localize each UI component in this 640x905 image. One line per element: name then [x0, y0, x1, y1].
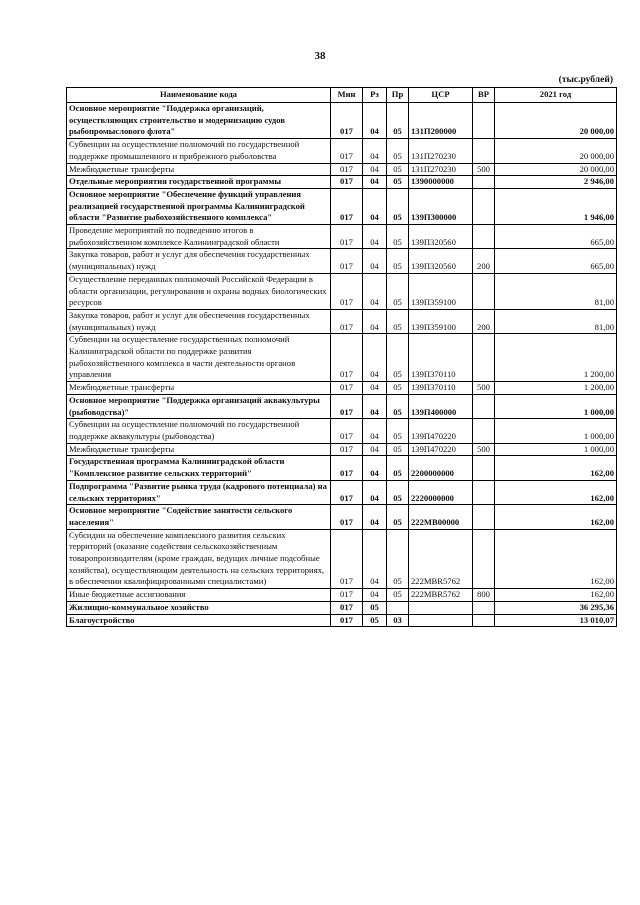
cell-csr: 222MBR5762: [409, 529, 473, 589]
cell-vr: [473, 334, 495, 382]
cell-csr: 139П470220: [409, 443, 473, 456]
cell-name: Государственная программа Калининградской области "Комплексное развитие сельских территорий": [67, 456, 331, 480]
cell-csr: 222MB00000: [409, 505, 473, 529]
cell-sum: 162,00: [495, 589, 617, 602]
cell-vr: [473, 176, 495, 189]
table-body: [67, 103, 617, 627]
header-rz: Рз: [363, 88, 387, 103]
table-row: [67, 334, 617, 382]
cell-sum: 162,00: [495, 480, 617, 504]
header-year: 2021 год: [495, 88, 617, 103]
cell-rz: 04: [363, 334, 387, 382]
cell-name: Межбюджетные трансферты: [67, 382, 331, 395]
cell-sum: 36 295,36: [495, 601, 617, 614]
table-header-row: [67, 88, 617, 103]
cell-sum: 1 200,00: [495, 334, 617, 382]
header-min: Мин: [331, 88, 363, 103]
cell-min: 017: [331, 103, 363, 139]
cell-csr: 139П370110: [409, 382, 473, 395]
cell-vr: [473, 614, 495, 627]
cell-name: Жилищно-коммунальное хозяйство: [67, 601, 331, 614]
cell-name: Основное мероприятие "Поддержка организаций аквакультуры (рыбоводства)": [67, 394, 331, 418]
cell-rz: 04: [363, 273, 387, 309]
cell-rz: 04: [363, 394, 387, 418]
cell-pr: 03: [387, 614, 409, 627]
cell-rz: 04: [363, 505, 387, 529]
cell-rz: 04: [363, 589, 387, 602]
cell-name: Закупка товаров, работ и услуг для обеспечения государственных (муниципальных) нужд: [67, 249, 331, 273]
cell-pr: 05: [387, 176, 409, 189]
cell-rz: 04: [363, 382, 387, 395]
cell-sum: 81,00: [495, 273, 617, 309]
cell-csr: 131П200000: [409, 103, 473, 139]
cell-pr: 05: [387, 443, 409, 456]
cell-min: 017: [331, 188, 363, 224]
cell-rz: 04: [363, 529, 387, 589]
cell-min: 017: [331, 163, 363, 176]
cell-pr: 05: [387, 394, 409, 418]
cell-min: 017: [331, 382, 363, 395]
cell-vr: [473, 456, 495, 480]
cell-vr: 200: [473, 249, 495, 273]
header-vr: ВР: [473, 88, 495, 103]
cell-rz: 05: [363, 601, 387, 614]
table-row: [67, 103, 617, 139]
cell-rz: 04: [363, 480, 387, 504]
cell-name: Межбюджетные трансферты: [67, 443, 331, 456]
cell-csr: [409, 614, 473, 627]
cell-csr: 131П270230: [409, 163, 473, 176]
cell-min: 017: [331, 394, 363, 418]
page-number: 38: [314, 50, 326, 62]
cell-rz: 04: [363, 103, 387, 139]
cell-name: Основное мероприятие "Обеспечение функций управления реализацией государственной программы Калининградской области "Развитие рыбохозяйственного комплекса": [67, 188, 331, 224]
cell-pr: 05: [387, 480, 409, 504]
cell-rz: 05: [363, 614, 387, 627]
cell-pr: [387, 601, 409, 614]
cell-name: Проведение мероприятий по подведению итогов в рыбохозяйственном комплексе Калининградской области: [67, 225, 331, 249]
cell-min: 017: [331, 176, 363, 189]
cell-sum: 20 000,00: [495, 163, 617, 176]
cell-vr: [473, 601, 495, 614]
cell-vr: [473, 480, 495, 504]
cell-rz: 04: [363, 176, 387, 189]
cell-min: 017: [331, 614, 363, 627]
cell-pr: 05: [387, 456, 409, 480]
cell-name: Основное мероприятие "Содействие занятости сельского населения": [67, 505, 331, 529]
cell-pr: 05: [387, 529, 409, 589]
table-row: [67, 443, 617, 456]
table-row: [67, 382, 617, 395]
cell-csr: 139П300000: [409, 188, 473, 224]
cell-vr: 500: [473, 163, 495, 176]
table-row: [67, 480, 617, 504]
budget-table: [66, 87, 617, 627]
cell-rz: 04: [363, 139, 387, 163]
table-row: [67, 273, 617, 309]
cell-vr: 200: [473, 309, 495, 333]
cell-pr: 05: [387, 139, 409, 163]
cell-sum: 2 946,00: [495, 176, 617, 189]
cell-csr: 131П270230: [409, 139, 473, 163]
cell-rz: 04: [363, 225, 387, 249]
cell-sum: 162,00: [495, 456, 617, 480]
cell-vr: 800: [473, 589, 495, 602]
cell-vr: 500: [473, 382, 495, 395]
cell-name: Субвенции на осуществление полномочий по государственной поддержке промышленного и прибрежного рыболовства: [67, 139, 331, 163]
cell-csr: 139П320560: [409, 225, 473, 249]
table-row: [67, 139, 617, 163]
cell-csr: [409, 601, 473, 614]
cell-csr: 139П470220: [409, 419, 473, 443]
table-row: [67, 225, 617, 249]
cell-min: 017: [331, 139, 363, 163]
cell-pr: 05: [387, 589, 409, 602]
cell-min: 017: [331, 443, 363, 456]
cell-min: 017: [331, 419, 363, 443]
cell-csr: 2220000000: [409, 480, 473, 504]
cell-csr: 139П359100: [409, 309, 473, 333]
cell-name: Межбюджетные трансферты: [67, 163, 331, 176]
table-row: [67, 249, 617, 273]
cell-sum: 162,00: [495, 505, 617, 529]
cell-csr: 2200000000: [409, 456, 473, 480]
cell-pr: 05: [387, 309, 409, 333]
header-pr: Пр: [387, 88, 409, 103]
cell-min: 017: [331, 601, 363, 614]
table-row: [67, 456, 617, 480]
cell-name: Субвенции на осуществление государственных полномочий Калининградской области по поддержке развития рыбохозяйственного комплекса в части деятельности органов управления: [67, 334, 331, 382]
cell-min: 017: [331, 529, 363, 589]
cell-name: Основное мероприятие "Поддержка организаций, осуществляющих строительство и модернизацию судов рыбопромыслового флота": [67, 103, 331, 139]
cell-rz: 04: [363, 188, 387, 224]
table-row: [67, 188, 617, 224]
cell-csr: 1390000000: [409, 176, 473, 189]
cell-min: 017: [331, 249, 363, 273]
cell-sum: 1 000,00: [495, 443, 617, 456]
cell-name: Субвенции на осуществление полномочий по государственной поддержке аквакультуры (рыбоводства): [67, 419, 331, 443]
cell-min: 017: [331, 225, 363, 249]
cell-name: Подпрограмма "Развитие рынка труда (кадрового потенциала) на сельских территориях": [67, 480, 331, 504]
cell-pr: 05: [387, 505, 409, 529]
header-name: Наименование кода: [67, 88, 331, 103]
cell-vr: [473, 505, 495, 529]
cell-vr: [473, 139, 495, 163]
table-row: [67, 176, 617, 189]
cell-csr: 139П359100: [409, 273, 473, 309]
cell-vr: 500: [473, 443, 495, 456]
table-row: [67, 163, 617, 176]
cell-sum: 1 200,00: [495, 382, 617, 395]
cell-pr: 05: [387, 188, 409, 224]
cell-sum: 1 946,00: [495, 188, 617, 224]
table-row: [67, 394, 617, 418]
cell-min: 017: [331, 273, 363, 309]
cell-min: 017: [331, 505, 363, 529]
table-row: [67, 309, 617, 333]
cell-csr: 222MBR5762: [409, 589, 473, 602]
cell-pr: 05: [387, 419, 409, 443]
cell-min: 017: [331, 309, 363, 333]
cell-name: Иные бюджетные ассигнования: [67, 589, 331, 602]
cell-rz: 04: [363, 456, 387, 480]
cell-sum: 162,00: [495, 529, 617, 589]
table-row: [67, 601, 617, 614]
cell-name: Благоустройство: [67, 614, 331, 627]
table-row: [67, 589, 617, 602]
header-csr: ЦСР: [409, 88, 473, 103]
cell-pr: 05: [387, 273, 409, 309]
cell-sum: 1 000,00: [495, 419, 617, 443]
cell-csr: 139П320560: [409, 249, 473, 273]
units-label: (тыс.рублей): [558, 75, 613, 85]
cell-name: Осуществление переданных полномочий Российской Федерации в области организации, регулирования и охраны водных биологических ресурсов: [67, 273, 331, 309]
cell-pr: 05: [387, 249, 409, 273]
cell-vr: [473, 225, 495, 249]
cell-pr: 05: [387, 225, 409, 249]
cell-csr: 139П400000: [409, 394, 473, 418]
cell-vr: [473, 394, 495, 418]
cell-sum: 20 000,00: [495, 103, 617, 139]
cell-vr: [473, 188, 495, 224]
cell-rz: 04: [363, 443, 387, 456]
cell-sum: 1 000,00: [495, 394, 617, 418]
cell-name: Отдельные мероприятия государственной программы: [67, 176, 331, 189]
cell-min: 017: [331, 456, 363, 480]
cell-vr: [473, 103, 495, 139]
cell-vr: [473, 419, 495, 443]
table-row: [67, 419, 617, 443]
cell-sum: 20 000,00: [495, 139, 617, 163]
cell-vr: [473, 273, 495, 309]
cell-sum: 81,00: [495, 309, 617, 333]
cell-name: Закупка товаров, работ и услуг для обеспечения государственных (муниципальных) нужд: [67, 309, 331, 333]
cell-pr: 05: [387, 163, 409, 176]
cell-min: 017: [331, 334, 363, 382]
cell-pr: 05: [387, 382, 409, 395]
cell-sum: 665,00: [495, 225, 617, 249]
cell-min: 017: [331, 589, 363, 602]
cell-csr: 139П370110: [409, 334, 473, 382]
cell-rz: 04: [363, 163, 387, 176]
table-row: [67, 614, 617, 627]
cell-sum: 13 010,07: [495, 614, 617, 627]
table-row: [67, 529, 617, 589]
cell-vr: [473, 529, 495, 589]
cell-pr: 05: [387, 103, 409, 139]
cell-rz: 04: [363, 249, 387, 273]
cell-pr: 05: [387, 334, 409, 382]
cell-rz: 04: [363, 419, 387, 443]
cell-name: Субсидии на обеспечение комплексного развития сельских территорий (оказание содействия сельскохозяйственным товаропроизводителям (кроме граждан, ведущих личные подсобные хозяйства), осуществляющим деятельность на сельских территориях, в обеспечении квалифицированными специалистами): [67, 529, 331, 589]
cell-sum: 665,00: [495, 249, 617, 273]
cell-min: 017: [331, 480, 363, 504]
table-row: [67, 505, 617, 529]
cell-rz: 04: [363, 309, 387, 333]
